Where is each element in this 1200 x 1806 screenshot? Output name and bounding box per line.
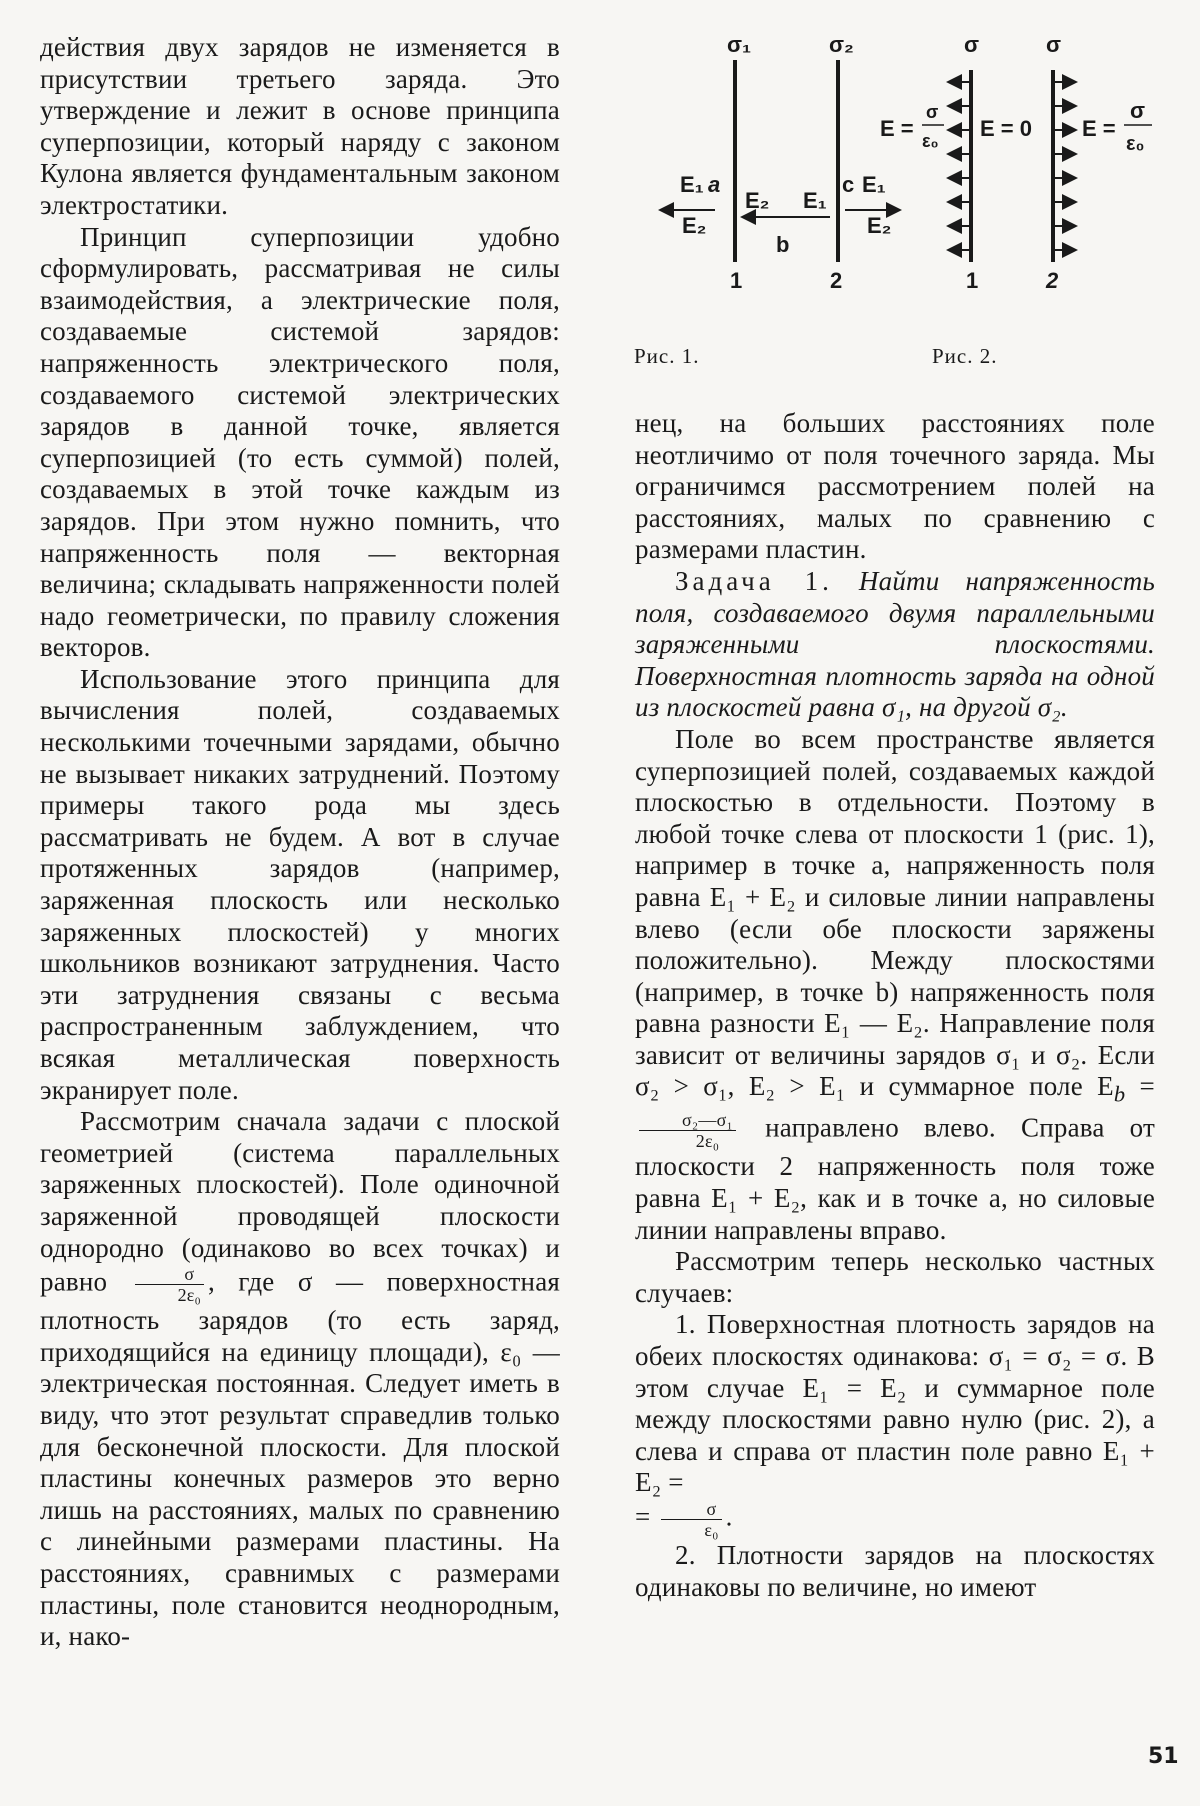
label-num2: 2 (830, 268, 843, 293)
label-sigma1: σ₁ (727, 32, 752, 57)
paragraph: действия двух зарядов не изменяется в присутствии третьего заряда. Это утверждение и лежит в основе принципа суперпозиции, который наряду с законом Кулона является фундаментальным законом электростатики. (40, 32, 560, 220)
label-left-num: σ (926, 102, 939, 122)
text: , где σ — поверхностная плотность зарядов (то есть заряд, приходящийся на единицу площади), ε₀ — электрическая постоянная. Следует иметь в виду, что этот результат справедлив только для бесконечной плоскости. Для плоской пластины конечных размеров это верно лишь на расстояниях, малых по сравнению с линейными размерами пластины. На расстояниях, сравнимых с размерами пластины, поле становится неоднородным, и, нако- (40, 1266, 560, 1652)
label-left-den: ε₀ (922, 131, 939, 151)
text: = (1125, 1071, 1155, 1102)
task-label: Задача 1. (675, 565, 833, 596)
label-a: a (708, 172, 721, 197)
task-text: Найти напряженность поля, создаваемого двумя параллельными заряженными плоскостями. Поверхностная плотность заряда на одной из плоскостей равна σ₁, на другой σ₂. (635, 565, 1155, 723)
right-column (635, 408, 1155, 1603)
text: направлено влево. Справа от плоскости 2 напряженность поля тоже равна E₁ + E₂, как и в точке a, но силовые линии направлены вправо. (635, 1113, 1155, 1245)
label-right-E: E = (1082, 116, 1116, 141)
field-arrows-left (948, 82, 969, 250)
paragraph (635, 1309, 1155, 1540)
label-zero: E = 0 (980, 116, 1032, 141)
text: Рассмотрим сначала задачи с плоской геометрией (система параллельных заряженных плоскостей). Поле одиночной заряженной проводящей плоскости однородно (одинаково во всех точках) и равно (40, 1106, 560, 1297)
fraction-sigma-eps (661, 1499, 721, 1540)
text: . (725, 1501, 733, 1532)
label-fig2-s1: σ (964, 32, 980, 57)
paragraph: 2. Плотности зарядов на плоскостях одинаковы по величине, но имеют (635, 1539, 1155, 1602)
frac-num: σ (135, 1264, 204, 1285)
caption-fig1: Рис. 1. (634, 344, 700, 368)
label-right-num: σ (1130, 98, 1146, 123)
frac-num: σ (661, 1499, 721, 1520)
frac-den: 2ε₀ (695, 1131, 720, 1152)
label-fig2-s2: σ (1046, 32, 1062, 57)
subscript-b: b (1113, 1081, 1126, 1107)
label-fig2-n2: 2 (1046, 268, 1059, 293)
frac-den: ε₀ (704, 1519, 719, 1540)
paragraph: Рассмотрим теперь несколько частных случаев: (635, 1246, 1155, 1308)
label-E2c: E₂ (867, 213, 892, 238)
label-E1c: E₁ (862, 172, 886, 197)
fraction-sigma-diff (639, 1110, 736, 1151)
label-E2a: E₂ (682, 213, 707, 238)
text: Поле во всем пространстве является суперпозицией полей, создаваемых каждой плоскостью в отдельности. Поэтому в любой точке слева от плоскости 1 (рис. 1), например в точке a, напряженность поля равна E₁ + E₂ и силовые линии направлены влево (если обе плоскости заряжены положительно). Между плоскостями (например, в точке b) напряженность поля равна разности E₁ — E₂. Направление поля зависит от величины зарядов σ₁ и σ₂. Если σ₂ > σ₁, E₂ > E₁ и суммарное поле E (635, 723, 1155, 1102)
paragraph (635, 724, 1155, 1246)
caption-fig2: Рис. 2. (932, 344, 998, 368)
task-paragraph (635, 566, 1155, 724)
frac-num: σ₂—σ₁ (639, 1110, 736, 1131)
paragraph: Принцип суперпозиции удобно сформулировать, рассматривая не силы взаимодействия, а электрические поля, создаваемые системой зарядов: напряженность электрического поля, создаваемого системой электрических зарядов в данной точке, является суперпозицией (то есть суммой) полей, создаваемых в этой точке каждым из зарядов. При этом нужно помнить, что напряженность поля — векторная величина; складывать напряженности полей надо геометрически, по правилу сложения векторов. (40, 221, 560, 663)
label-num1: 1 (730, 268, 743, 293)
label-sigma2: σ₂ (829, 32, 854, 57)
paragraph: Использование этого принципа для вычисления полей, создаваемых несколькими точечными зарядами, обычно не вызывает никаких затруднений. Поэтому примеры такого рода мы здесь рассматривать не будем. А вот в случае протяженных зарядов (например, заряженная плоскость или несколько заряженных плоскостей) у многих школьников возникают затруднения. Часто эти затруднения связаны с весьма распространенным заблуждением, что всякая металлическая поверхность экранирует поле. (40, 663, 560, 1105)
fraction-sigma-2eps (135, 1264, 204, 1305)
text: = (635, 1501, 658, 1532)
paragraph: нец, на больших расстояниях поле неотличимо от поля точечного заряда. Мы ограничимся рассмотрением полей на расстояниях, малых по сравнению с размерами пластин. (635, 408, 1155, 565)
label-fig2-n1: 1 (966, 268, 979, 293)
label-c: c (842, 172, 855, 197)
frac-den: 2ε₀ (177, 1285, 202, 1306)
paragraph (40, 1106, 560, 1653)
label-E2b: E₂ (745, 188, 770, 213)
figure-diagrams (630, 30, 1170, 310)
label-E1a: E₁ (680, 172, 704, 197)
label-b: b (776, 232, 790, 257)
label-right-den: ε₀ (1126, 133, 1145, 155)
label-left-E: E = (880, 116, 914, 141)
text: 1. Поверхностная плотность зарядов на обеих плоскостях одинакова: σ₁ = σ₂ = σ. В этом случае E₁ = E₂ и суммарное поле между плоскостями равно нулю (рис. 2), а слева и справа от пластин поле равно E₁ + E₂ = (635, 1309, 1155, 1498)
label-E1b: E₁ (803, 188, 827, 213)
left-column (40, 32, 560, 1653)
field-arrows-right (1055, 82, 1076, 250)
page-number: 51 (1148, 1744, 1179, 1769)
